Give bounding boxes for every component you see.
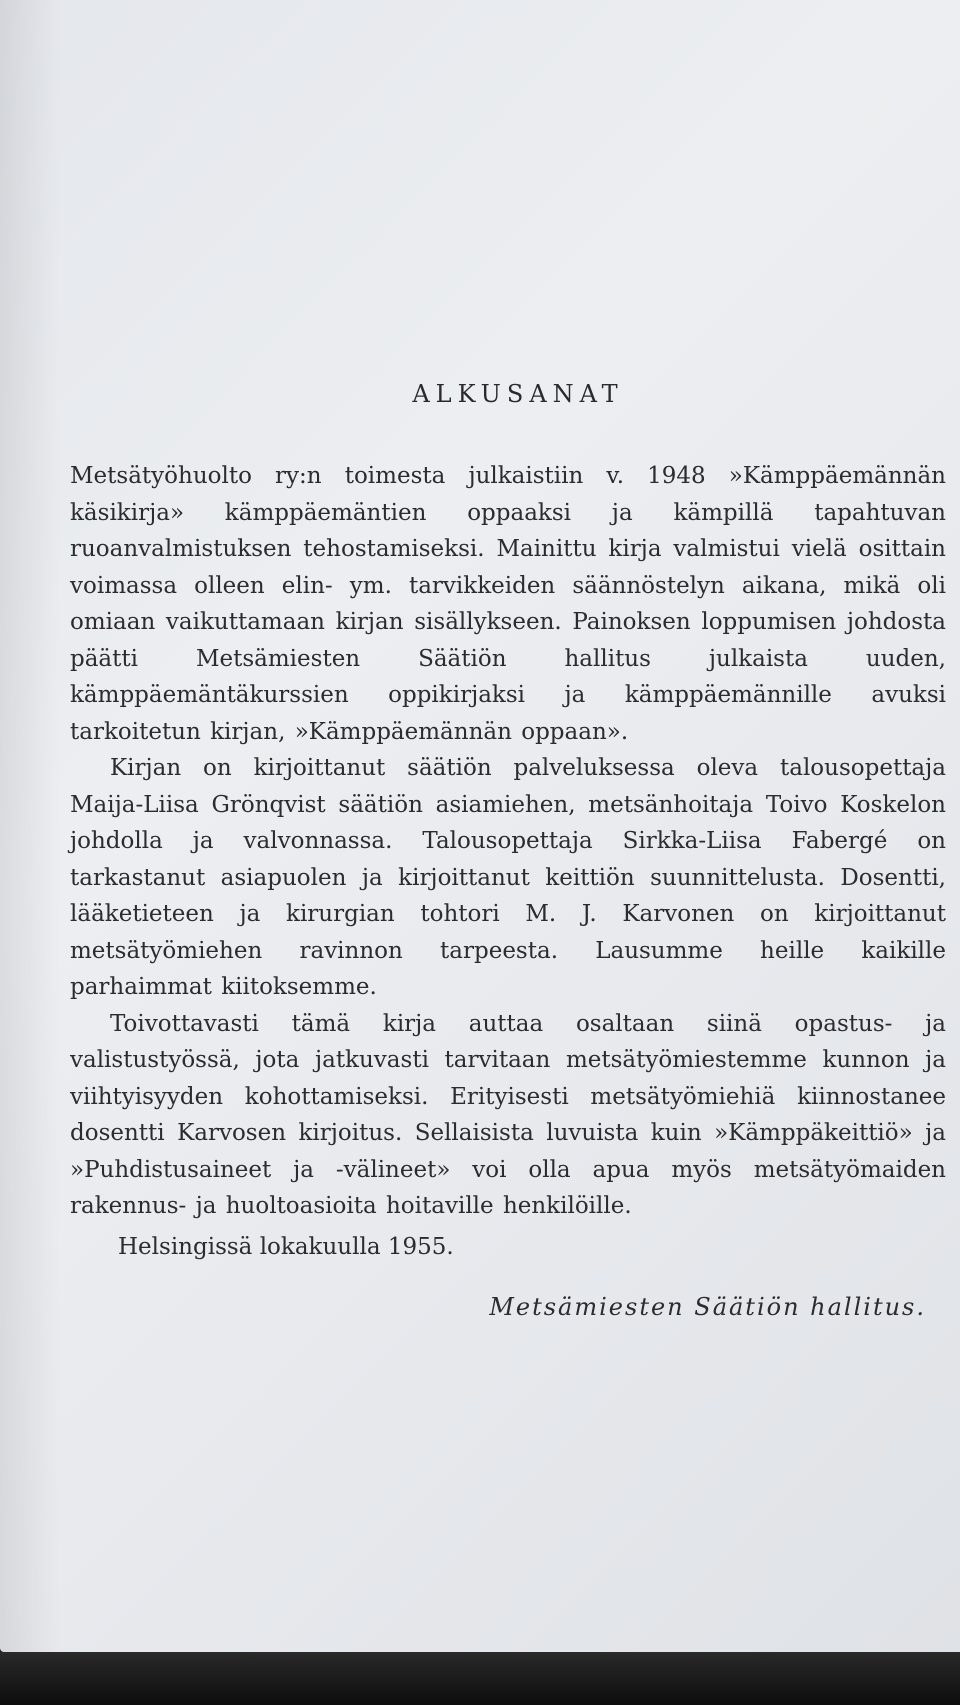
paragraph-3: Toivottavasti tämä kirja auttaa osaltaan siinä opastus- ja valistustyössä, jota jatkuvasti tarvitaan metsätyömiestemme kunnon ja viihtyisyyden kohottamiseksi. Erityisesti metsätyömiehiä kiinnostanee dosentti Karvosen kirjoitus. Sellaisista luvuista kuin »Kämppäkeittiö» ja »Puhdistusaineet ja -välineet» voi olla apua myös metsätyömaiden rakennus- ja huoltoasioita hoitaville henkilöille. bbox=[70, 1010, 946, 1219]
page-bottom-edge bbox=[0, 1652, 960, 1705]
signature: Metsämiesten Säätiön hallitus. bbox=[489, 1293, 926, 1321]
paragraph-2: Kirjan on kirjoittanut säätiön palveluksessa oleva talousopettaja Maija-Liisa Grönqvist säätiön asiamiehen, metsänhoitaja Toivo Koskelon johdolla ja valvonnassa. Talousopettaja Sirkka-Liisa Fabergé on tarkastanut asiapuolen ja kirjoittanut keittiön suunnittelusta. Dosentti, lääketieteen ja kirurgian tohtori M. J. Karvonen on kirjoittanut metsätyömiehen ravinnon tarpeesta. Lausumme heille kaikille parhaimmat kiitoksemme. bbox=[70, 755, 946, 1000]
place-date: Helsingissä lokakuulla 1955. bbox=[118, 1233, 454, 1260]
paragraph-1: Metsätyöhuolto ry:n toimesta julkaistiin v. 1948 »Kämppäemännän käsikirja» kämppäemäntien oppaaksi ja kämpillä tapahtuvan ruoanvalmistuksen tehostamiseksi. Mainittu kirja valmistui vielä osittain voimassa olleen elin- ym. tarvikkeiden säännöstelyn aikana, mikä oli omiaan vaikuttamaan kirjan sisällykseen. Painoksen loppumisen johdosta päätti Metsämiesten Säätiön hallitus julkaista uuden, kämppäemäntäkurssien oppikirjaksi ja kämppäemännille avuksi tarkoitetun kirjan, »Kämppäemännän oppaan». bbox=[70, 463, 946, 745]
page-heading: ALKUSANAT bbox=[412, 380, 624, 408]
page-content bbox=[70, 380, 946, 1321]
